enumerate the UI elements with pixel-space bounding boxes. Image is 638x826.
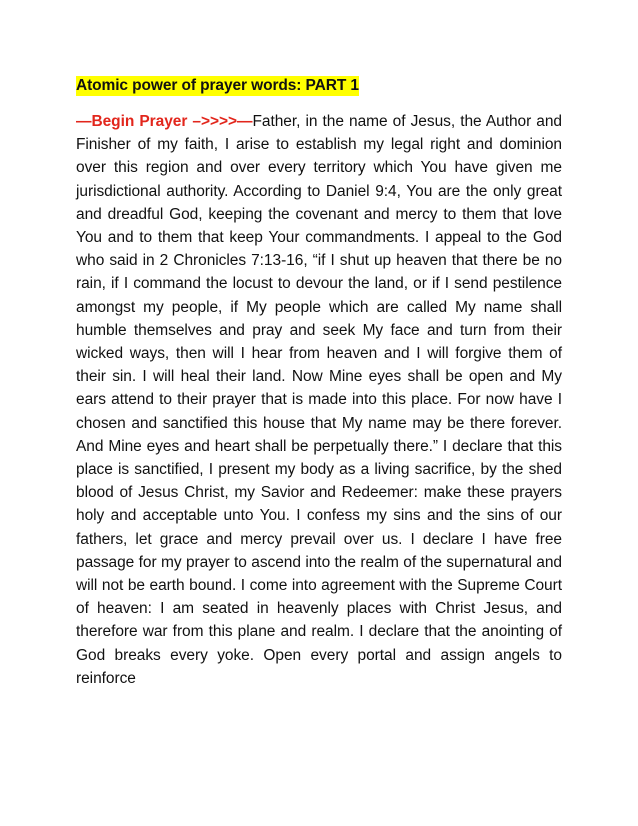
document-heading: Atomic power of prayer words: PART 1 xyxy=(76,77,359,94)
prayer-text: Father, in the name of Jesus, the Author and Finisher of my faith, I arise to establish my legal right and dominion over this region and over every territory which You have given me jurisdictional authority. According to Daniel 9:4, You are the only great and dreadful God, keeping the covenant and mercy to them that love You and to them that keep Your commandments. I appeal to the God who said in 2 Chronicles 7:13-16, “if I shut up heaven that there be no rain, if I command the locust to devour the land, or if I send pestilence amongst my people, if My people which are called My name shall humble themselves and pray and seek My face and turn from their wicked ways, then will I hear from heaven and I will forgive them of their sin. I will heal their land. Now Mine eyes shall be open and My ears attend to their prayer that is made into this place. For now have I chosen and sanctified this house that My name may be there forever. And Mine eyes and heart shall be perpetually there.” I declare that this place is sanctified, I present my body as a living sacrifice, by the shed blood of Jesus Christ, my Savior and Redeemer: make these prayers holy and acceptable unto You. I confess my sins and the sins of our fathers, let grace and mercy prevail over us. I declare I have free passage for my prayer to ascend into the realm of the supernatural and will not be earth bound. I come into agreement with the Supreme Court of heaven: I am seated in heavenly places with Christ Jesus, and therefore war from this plane and realm. I declare that the anointing of God breaks every yoke. Open every portal and assign angels to reinforce xyxy=(76,113,563,687)
document-page xyxy=(76,76,562,690)
document-body xyxy=(76,110,562,690)
begin-prayer-marker: —Begin Prayer –>>>>— xyxy=(76,113,253,130)
